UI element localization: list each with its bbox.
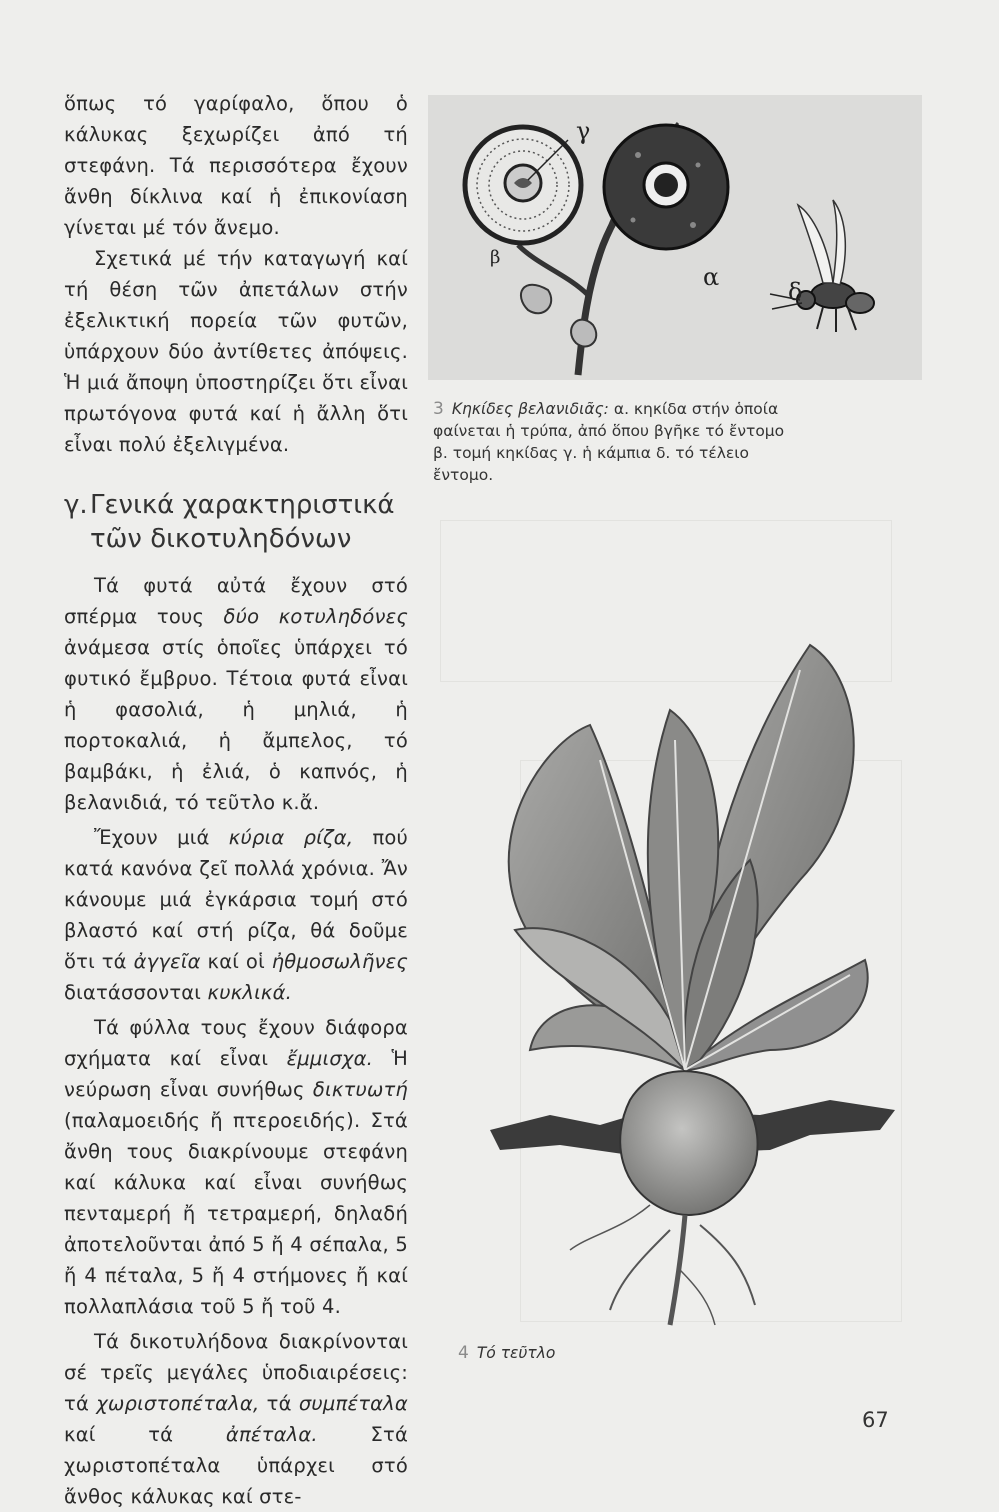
emphasis: κυκλικά. bbox=[207, 981, 293, 1004]
emphasis: ἀγγεῖα bbox=[133, 950, 201, 973]
figure-4-caption bbox=[458, 1342, 658, 1364]
emphasis: δικτυωτή bbox=[312, 1078, 408, 1101]
paragraph: Σχετικά μέ τήν καταγωγή καί τή θέση τῶν ἀπετάλων στήν ἐξελικτική πορεία τῶν φυτῶν, ὑπάρχουν δύο ἀντίθετες ἀπόψεις. Ἡ μιά ἄποψη ὑποστηρίζει ὅτι εἶναι πρωτόγονα φυτά καί ἡ ἄλλη ὅτι εἶναι πολύ ἐξελιγμένα. bbox=[64, 247, 408, 456]
figure-oak-galls bbox=[428, 95, 922, 380]
paragraph: Τά φύλλα τους ἔχουν διάφορα σχήματα καί εἶναι ἔμμισχα. Ἡ νεύρωση εἶναι συνήθως δικτυωτή (παλαμοειδής ἤ πτεροειδής). Στά ἄνθη τους διακρίνουμε στεφάνη καί κάλυκα καί εἶναι συνήθως πενταμερή ἤ τετραμερή, δηλαδή ἀποτελοῦνται ἀπό 5 ἤ 4 σέπαλα, 5 ἤ 4 πέταλα, 5 ἤ 4 στήμονες ἤ καί πολλαπλάσια τοῦ 5 ἤ τοῦ 4. bbox=[64, 1016, 408, 1318]
label-delta: δ bbox=[788, 278, 803, 306]
caption-title: Κηκίδες βελανιδιᾶς: bbox=[451, 400, 609, 418]
emphasis: δύο κοτυληδόνες bbox=[223, 605, 408, 628]
emphasis: ἀπέταλα. bbox=[225, 1423, 318, 1446]
label-alpha: α bbox=[703, 263, 720, 291]
caption-number: 3 bbox=[433, 399, 444, 419]
text-column bbox=[64, 88, 408, 1512]
page-number: 67 bbox=[862, 1408, 889, 1432]
paragraph: Τά δικοτυλήδονα διακρίνονται σέ τρεῖς μεγάλες ὑποδιαιρέσεις: τά χωριστοπέταλα, τά συμπέταλα καί τά ἀπέταλα. Στά χωριστοπέταλα ὑπάρχει στό ἄνθος κάλυκας καί στε- bbox=[64, 1330, 408, 1508]
paragraph: ὅπως τό γαρίφαλο, ὅπου ὁ κάλυκας ξεχωρίζει ἀπό τή στεφάνη. Τά περισσότερα ἔχουν ἄνθη δίκλινα καί ἡ ἐπικονίαση γίνεται μέ τόν ἄνεμο. bbox=[64, 92, 408, 239]
beet-illustration bbox=[470, 630, 900, 1330]
caption-number: 4 bbox=[458, 1343, 469, 1363]
caption-title: Τό τεῦτλο bbox=[476, 1344, 556, 1362]
oak-gall-illustration bbox=[428, 95, 922, 380]
paragraph: Ἔχουν μιά κύρια ρίζα, πού κατά κανόνα ζεῖ πολλά χρόνια. Ἄν κάνουμε μιά ἐγκάρσια τομή στό βλαστό καί στή ρίζα, θά δοῦμε ὅτι τά ἀγγεῖα καί οἱ ἠθμοσωλῆνες διατάσσονται κυκλικά. bbox=[64, 826, 409, 1004]
section-letter: γ. bbox=[64, 490, 88, 520]
emphasis: κύρια ρίζα, bbox=[228, 826, 354, 849]
figure-beet-plant bbox=[470, 630, 900, 1330]
emphasis: ἔμμισχα. bbox=[286, 1047, 374, 1070]
section-heading bbox=[64, 488, 408, 556]
section-title-line1: Γενικά χαρακτηριστικά bbox=[90, 490, 395, 520]
label-gamma: γ bbox=[576, 117, 591, 145]
paragraph: Τά φυτά αὐτά ἔχουν στό σπέρμα τους δύο κοτυληδόνες ἀνάμεσα στίς ὁποῖες ὑπάρχει τό φυτικό ἔμβρυο. Τέτοια φυτά εἶναι ἡ φασολιά, ἡ μηλιά, ἡ πορτοκαλιά, ἡ ἄμπελος, τό βαμβάκι, ἡ ἐλιά, ὁ καπνός, ἡ βελανιδιά, τό τεῦτλο κ.ἄ. bbox=[64, 574, 408, 814]
emphasis: χωριστοπέταλα, bbox=[96, 1392, 260, 1415]
figure-3-caption bbox=[433, 398, 793, 486]
label-beta: β bbox=[490, 247, 501, 268]
section-title-line2: τῶν δικοτυληδόνων bbox=[90, 524, 352, 554]
emphasis: συμπέταλα bbox=[298, 1392, 408, 1415]
emphasis: ἠθμοσωλῆνες bbox=[271, 950, 409, 973]
caption-text: α. κηκίδα στήν ὁποία φαίνεται ἡ τρύπα, ἀπό ὅπου βγῆκε τό ἔντομο β. τομή κηκίδας γ. ἡ κάμπια δ. τό τέλειο ἔντομο. bbox=[433, 400, 785, 484]
